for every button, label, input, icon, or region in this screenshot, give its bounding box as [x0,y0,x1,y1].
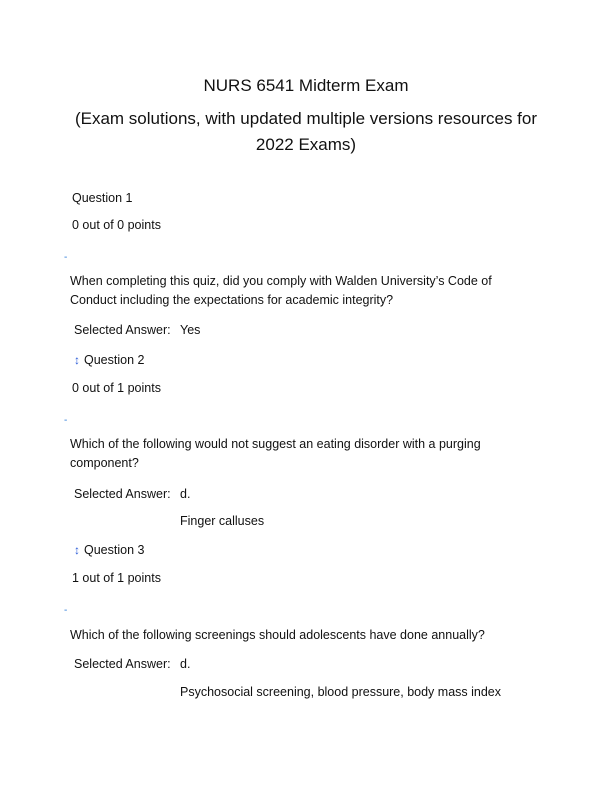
up-down-arrow-icon[interactable]: ↕ [74,543,80,557]
question-text: Which of the following screenings should adolescents have done annually? [70,628,485,642]
question-label: Question 1 [72,191,133,205]
question-label: Question 3 [84,543,145,557]
selected-answer-label: Selected Answer: [74,657,171,671]
selected-answer-text: Finger calluses [180,514,265,528]
question-label: Question 2 [84,353,145,367]
question-points: 0 out of 1 points [72,381,161,395]
selected-answer-value: Yes [180,323,201,337]
document-subtitle: (Exam solutions, with updated multiple versions resources for 2022 Exams) [74,109,538,154]
question-text: When completing this quiz, did you comply with Walden University’s Code of Conduct including the expectations for academic integrity? [70,274,492,307]
selected-answer-label: Selected Answer: [74,487,171,501]
document-title: NURS 6541 Midterm Exam [203,76,409,95]
selected-answer-letter: d. [180,487,191,501]
selected-answer-letter: d. [180,657,191,671]
selected-answer-text: Psychosocial screening, blood pressure, body mass index [180,685,502,699]
question-marker: - [64,605,68,616]
question-text: Which of the following would not suggest an eating disorder with a purging component? [70,437,481,470]
question-points: 1 out of 1 points [72,571,161,585]
question-header [74,543,144,557]
selected-answer-label: Selected Answer: [74,323,171,337]
question-points: 0 out of 0 points [72,218,161,232]
question-marker: - [64,415,68,426]
question-marker: - [64,252,68,263]
question-header [74,353,144,367]
up-down-arrow-icon[interactable]: ↕ [74,353,80,367]
